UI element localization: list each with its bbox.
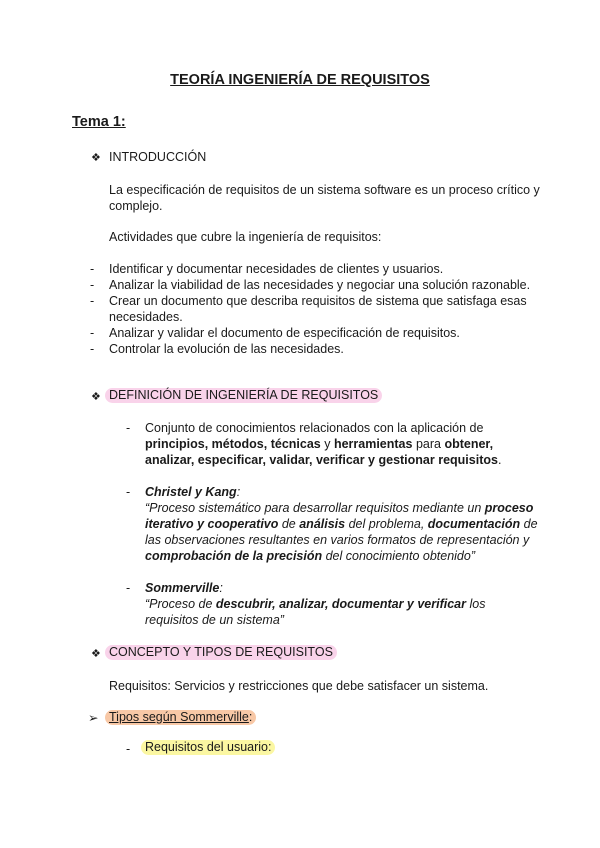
definition-line: analizar, especificar, validar, verificar y gestionar requisitos. — [145, 453, 502, 467]
definicion-heading — [109, 388, 382, 402]
diamond-bullet-icon: ❖ — [91, 391, 101, 403]
definicion-heading-text: DEFINICIÓN DE INGENIERÍA DE REQUISITOS — [105, 388, 382, 403]
diamond-bullet-icon: ❖ — [91, 152, 101, 164]
definition-line: principios, métodos, técnicas y herramientas para obtener, — [145, 437, 494, 451]
author-sommerville: Sommerville: — [145, 581, 223, 595]
list-item-continuation: necesidades. — [109, 310, 183, 324]
list-item: Controlar la evolución de las necesidades. — [109, 342, 344, 356]
quote-line: “Proceso sistemático para desarrollar requisitos mediante un proceso — [145, 501, 534, 515]
dash-bullet: - — [90, 278, 95, 292]
dash-bullet: - — [126, 581, 131, 595]
intro-activities: Actividades que cubre la ingeniería de requisitos: — [109, 230, 382, 244]
requisitos-definition: Requisitos: Servicios y restricciones que debe satisfacer un sistema. — [109, 679, 489, 693]
tipos-sommerville-text: Tipos según Sommerville — [109, 710, 249, 724]
definition-line: Conjunto de conocimientos relacionados con la aplicación de — [145, 421, 484, 435]
concepto-heading-text: CONCEPTO Y TIPOS DE REQUISITOS — [105, 645, 337, 660]
dash-bullet: - — [90, 342, 95, 356]
document-title: TEORÍA INGENIERÍA DE REQUISITOS — [170, 72, 430, 88]
section-tema: Tema 1: — [72, 114, 126, 130]
requisitos-usuario-text: Requisitos del usuario: — [141, 740, 275, 755]
concepto-heading — [109, 645, 337, 659]
tipos-sommerville: Tipos según Sommerville: — [109, 710, 256, 724]
quote-line: iterativo y cooperativo de análisis del problema, documentación de — [145, 517, 538, 531]
quote-line: comprobación de la precisión del conocimiento obtenido” — [145, 549, 475, 563]
list-item: Crear un documento que describa requisitos de sistema que satisfaga esas — [109, 294, 527, 308]
author-christel-kang: Christel y Kang: — [145, 485, 241, 499]
quote-line: las observaciones resultantes en varios formatos de representación y — [145, 533, 530, 547]
dash-bullet: - — [90, 294, 95, 308]
quote-line: requisitos de un sistema” — [145, 613, 284, 627]
diamond-bullet-icon: ❖ — [91, 648, 101, 660]
dash-bullet: - — [126, 742, 131, 756]
dash-bullet: - — [126, 421, 131, 435]
arrow-bullet-icon: ➢ — [88, 711, 99, 725]
quote-line: “Proceso de descubrir, analizar, documentar y verificar los — [145, 597, 486, 611]
dash-bullet: - — [126, 485, 131, 499]
requisitos-usuario — [145, 740, 275, 754]
list-item: Analizar la viabilidad de las necesidades y negociar una solución razonable. — [109, 278, 531, 292]
intro-paragraph-line: complejo. — [109, 199, 163, 213]
intro-paragraph-line: La especificación de requisitos de un sistema software es un proceso crítico y — [109, 183, 540, 197]
list-item: Identificar y documentar necesidades de clientes y usuarios. — [109, 262, 444, 276]
dash-bullet: - — [90, 262, 95, 276]
intro-heading: INTRODUCCIÓN — [109, 150, 207, 164]
dash-bullet: - — [90, 326, 95, 340]
list-item: Analizar y validar el documento de especificación de requisitos. — [109, 326, 460, 340]
